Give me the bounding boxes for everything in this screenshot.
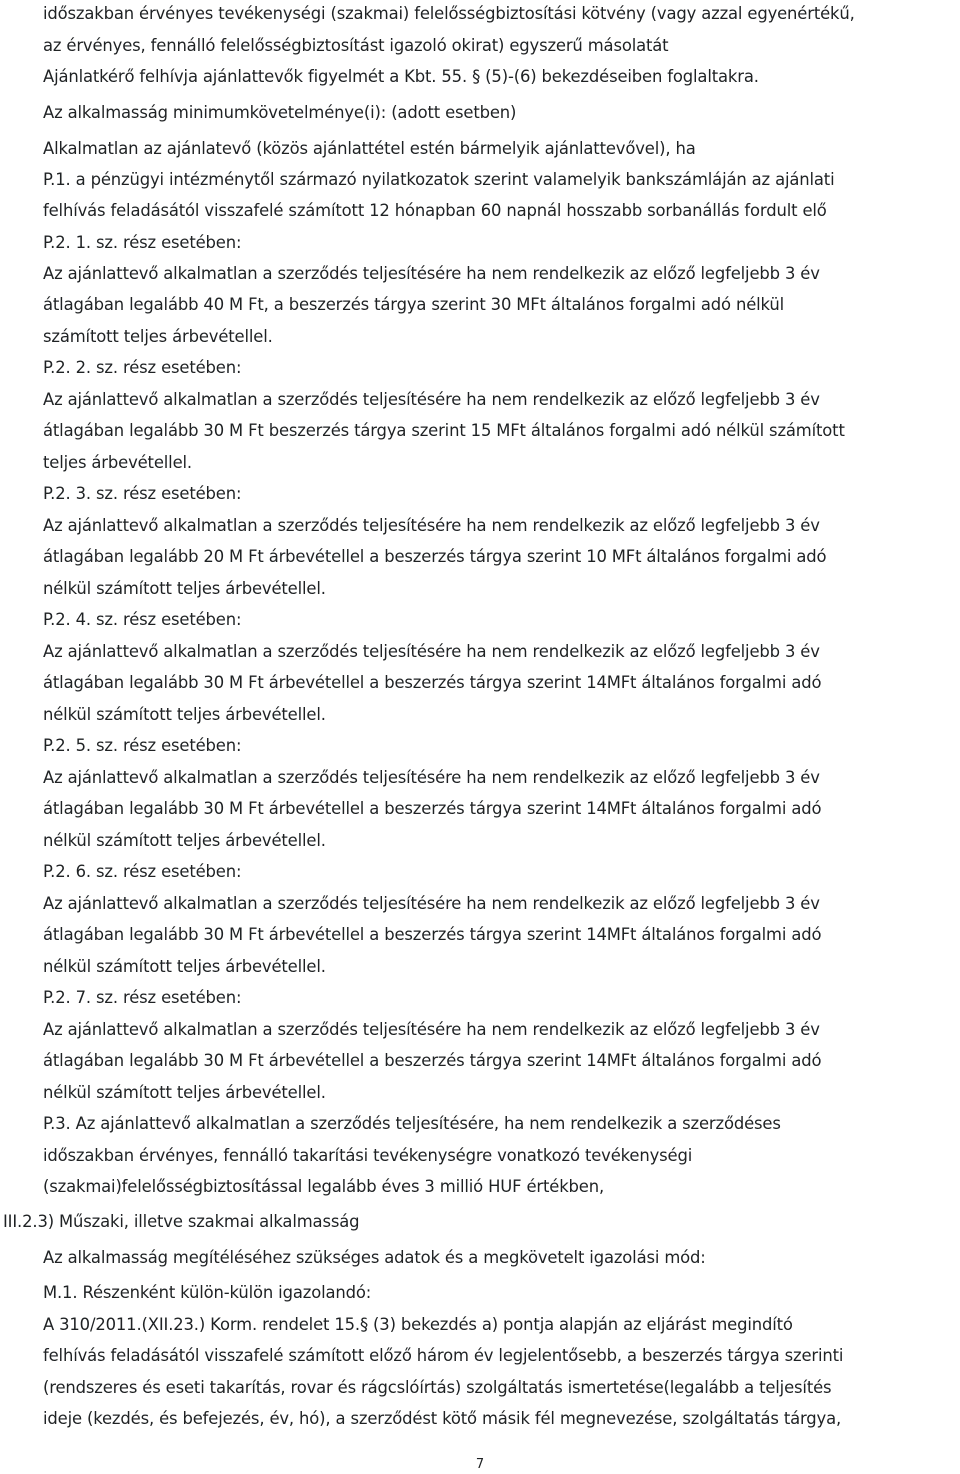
text-line: P.2. 1. sz. rész esetében: <box>43 233 242 252</box>
text-line: átlagában legalább 20 M Ft árbevétellel a beszerzés tárgya szerint 10 MFt általános forgalmi adó <box>43 547 827 566</box>
text-line: átlagában legalább 30 M Ft beszerzés tárgya szerint 15 MFt általános forgalmi adó nélkül számított <box>43 421 845 440</box>
text-line: Az ajánlattevő alkalmatlan a szerződés teljesítésére ha nem rendelkezik az előző legfeljebb 3 év <box>43 768 820 787</box>
text-line: P.1. a pénzügyi intézménytől származó nyilatkozatok szerint valamelyik bankszámláján az ajánlati <box>43 170 835 189</box>
text-line: P.2. 3. sz. rész esetében: <box>43 484 242 503</box>
text-line: teljes árbevétellel. <box>43 453 192 472</box>
text-line: Az ajánlattevő alkalmatlan a szerződés teljesítésére ha nem rendelkezik az előző legfeljebb 3 év <box>43 264 820 283</box>
text-line: átlagában legalább 30 M Ft árbevétellel a beszerzés tárgya szerint 14MFt általános forgalmi adó <box>43 799 822 818</box>
text-line: nélkül számított teljes árbevétellel. <box>43 579 326 598</box>
text-line: P.2. 4. sz. rész esetében: <box>43 610 242 629</box>
text-line: Az ajánlattevő alkalmatlan a szerződés teljesítésére ha nem rendelkezik az előző legfeljebb 3 év <box>43 642 820 661</box>
text-line: felhívás feladásától visszafelé számított előző három év legjelentősebb, a beszerzés tárgya szerinti <box>43 1346 844 1365</box>
text-line: nélkül számított teljes árbevétellel. <box>43 957 326 976</box>
text-line: átlagában legalább 30 M Ft árbevétellel a beszerzés tárgya szerint 14MFt általános forgalmi adó <box>43 673 822 692</box>
text-line: Az ajánlattevő alkalmatlan a szerződés teljesítésére ha nem rendelkezik az előző legfeljebb 3 év <box>43 894 820 913</box>
text-line: P.3. Az ajánlattevő alkalmatlan a szerződés teljesítésére, ha nem rendelkezik a szerződéses <box>43 1114 781 1133</box>
text-line: nélkül számított teljes árbevétellel. <box>43 1083 326 1102</box>
text-line: A 310/2011.(XII.23.) Korm. rendelet 15.§ (3) bekezdés a) pontja alapján az eljárást megindító <box>43 1315 793 1334</box>
text-line: (szakmai)felelősségbiztosítással legalább éves 3 millió HUF értékben, <box>43 1177 605 1196</box>
text-line: Az ajánlattevő alkalmatlan a szerződés teljesítésére ha nem rendelkezik az előző legfeljebb 3 év <box>43 1020 820 1039</box>
text-line: időszakban érvényes tevékenységi (szakmai) felelősségbiztosítási kötvény (vagy azzal egyenértékű, <box>43 4 855 23</box>
text-line: Az alkalmasság megítéléséhez szükséges adatok és a megkövetelt igazolási mód: <box>43 1248 706 1267</box>
text-line: M.1. Részenként külön-külön igazolandó: <box>43 1283 372 1302</box>
page-number: 7 <box>475 1457 485 1472</box>
text-line: átlagában legalább 30 M Ft árbevétellel a beszerzés tárgya szerint 14MFt általános forgalmi adó <box>43 925 822 944</box>
text-line: felhívás feladásától visszafelé számított 12 hónapban 60 napnál hosszabb sorbanállás fordult elő <box>43 201 827 220</box>
text-line: P.2. 5. sz. rész esetében: <box>43 736 242 755</box>
text-line: Alkalmatlan az ajánlatevő (közös ajánlattétel estén bármelyik ajánlattevővel), ha <box>43 139 696 158</box>
text-line: Az alkalmasság minimumkövetelménye(i): (adott esetben) <box>43 103 517 122</box>
text-line: ideje (kezdés, és befejezés, év, hó), a szerződést kötő másik fél megnevezése, szolgáltatás tárgya, <box>43 1409 842 1428</box>
text-line: átlagában legalább 30 M Ft árbevétellel a beszerzés tárgya szerint 14MFt általános forgalmi adó <box>43 1051 822 1070</box>
text-line: P.2. 2. sz. rész esetében: <box>43 358 242 377</box>
text-line: nélkül számított teljes árbevétellel. <box>43 705 326 724</box>
text-line: átlagában legalább 40 M Ft, a beszerzés tárgya szerint 30 MFt általános forgalmi adó nélkül <box>43 295 785 314</box>
text-line: nélkül számított teljes árbevétellel. <box>43 831 326 850</box>
text-line: Az ajánlattevő alkalmatlan a szerződés teljesítésére ha nem rendelkezik az előző legfeljebb 3 év <box>43 390 820 409</box>
text-line: az érvényes, fennálló felelősségbiztosítást igazoló okirat) egyszerű másolatát <box>43 36 669 55</box>
section-heading: III.2.3) Műszaki, illetve szakmai alkalmasság <box>3 1212 360 1231</box>
text-line: P.2. 6. sz. rész esetében: <box>43 862 242 881</box>
text-line: (rendszeres és eseti takarítás, rovar és rágcslóírtás) szolgáltatás ismertetése(legalább a teljesítés <box>43 1378 832 1397</box>
text-line: P.2. 7. sz. rész esetében: <box>43 988 242 1007</box>
text-line: Ajánlatkérő felhívja ajánlattevők figyelmét a Kbt. 55. § (5)-(6) bekezdéseiben foglaltakra. <box>43 67 759 86</box>
text-line: időszakban érvényes, fennálló takarítási tevékenységre vonatkozó tevékenységi <box>43 1146 693 1165</box>
text-line: Az ajánlattevő alkalmatlan a szerződés teljesítésére ha nem rendelkezik az előző legfeljebb 3 év <box>43 516 820 535</box>
text-line: számított teljes árbevétellel. <box>43 327 273 346</box>
